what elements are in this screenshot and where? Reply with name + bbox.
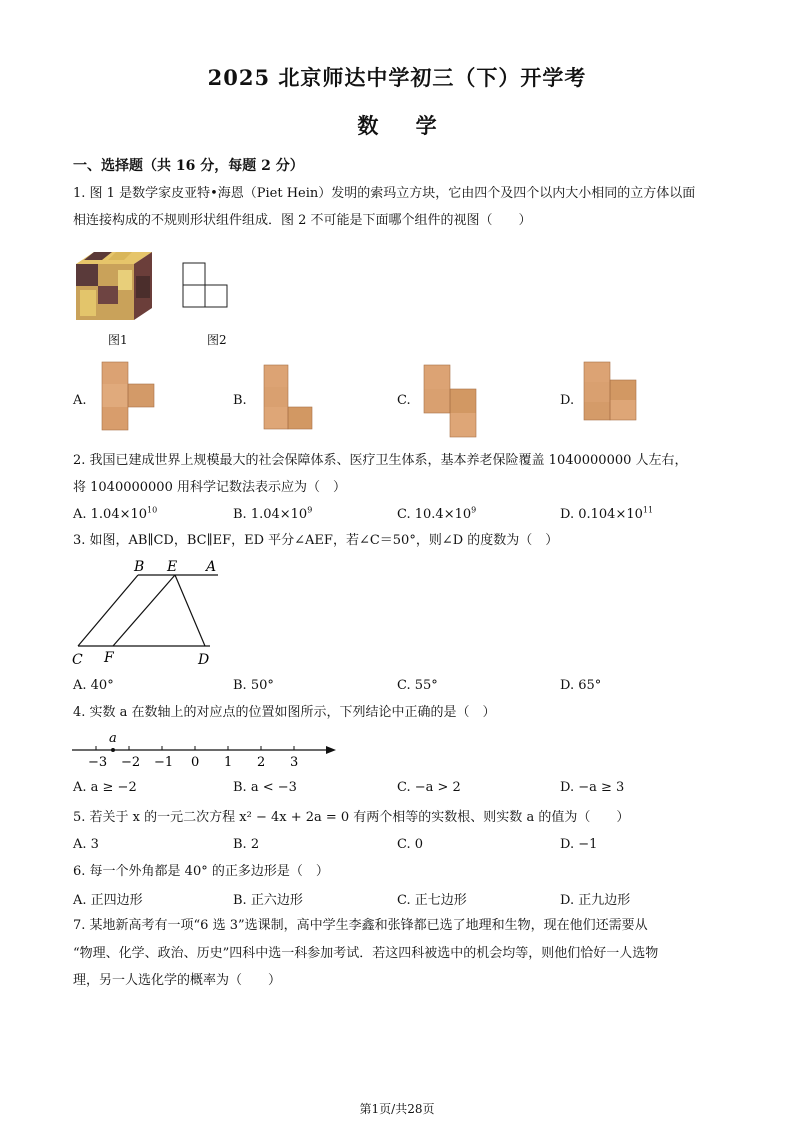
- view-figure: [182, 262, 230, 310]
- q1-option-b-image: [262, 363, 314, 433]
- q5-option-d[interactable]: D. −1: [560, 837, 598, 852]
- q3-option-c[interactable]: C. 55°: [397, 678, 438, 693]
- point-label-b: B: [134, 559, 145, 575]
- tick-label: −1: [154, 755, 174, 770]
- point-label-f: F: [104, 650, 114, 666]
- q2-option-c[interactable]: [397, 507, 476, 522]
- q3-option-b[interactable]: B. 50°: [233, 678, 274, 693]
- q5-option-a[interactable]: A. 3: [73, 837, 99, 852]
- subject-title: 数 学: [357, 113, 437, 138]
- q6-option-a[interactable]: A. 正四边形: [73, 893, 143, 908]
- soma-cube-figure: [72, 250, 152, 325]
- q2-option-a[interactable]: [73, 507, 157, 522]
- section-heading: 一、选择题（共 16 分，每题 2 分）: [73, 158, 304, 174]
- q4-option-d[interactable]: D. −a ≥ 3: [560, 780, 625, 795]
- q3-geometry-figure: [70, 556, 230, 668]
- question-1-line-2: 相连接构成的不规则形状组件组成．图 2 不可能是下面哪个组件的视图（ ）: [73, 213, 532, 228]
- q3-option-d[interactable]: D. 65°: [560, 678, 602, 693]
- q3-option-a[interactable]: A. 40°: [73, 678, 114, 693]
- q1-option-c-image: [422, 363, 478, 439]
- q6-option-c[interactable]: C. 正七边形: [397, 893, 467, 908]
- q1-option-d-image: [582, 360, 638, 422]
- tick-label: −2: [121, 755, 141, 770]
- q4-option-c[interactable]: C. −a > 2: [397, 780, 461, 795]
- question-3-text: 3. 如图，AB∥CD，BC∥EF，ED 平分∠AEF，若∠C＝50°，则∠D 的度数为（ ）: [73, 533, 559, 548]
- q2-option-c-base: C. 10.4×10: [397, 507, 472, 522]
- page-title: 2025 北京师达中学初三（下）开学考: [207, 65, 587, 90]
- q1-option-a-label[interactable]: A.: [73, 393, 87, 408]
- q2-option-b-base: B. 1.04×10: [233, 507, 308, 522]
- q5-option-b[interactable]: B. 2: [233, 837, 260, 852]
- question-2-line-1: 2. 我国已建成世界上规模最大的社会保障体系、医疗卫生体系，基本养老保险覆盖 1040000000 人左右，: [73, 453, 688, 468]
- question-2-line-2: 将 1040000000 用科学记数法表示应为（ ）: [73, 480, 346, 495]
- q2-option-d-exponent: 11: [642, 505, 654, 515]
- q1-option-a-image: [100, 360, 158, 432]
- point-a-label: a: [109, 731, 117, 746]
- q2-option-b-exponent: 9: [307, 505, 313, 515]
- question-7-line-3: 理，另一人选化学的概率为（ ）: [73, 973, 282, 988]
- q4-option-a[interactable]: A. a ≥ −2: [73, 780, 137, 795]
- figure-1-label: 图1: [108, 333, 128, 347]
- tick-label: −3: [88, 755, 108, 770]
- point-label-d: D: [198, 652, 210, 668]
- tick-label: 1: [224, 755, 233, 770]
- tick-label: 2: [257, 755, 266, 770]
- q1-option-c-label[interactable]: C.: [397, 393, 411, 408]
- q1-option-d-label[interactable]: D.: [560, 393, 575, 408]
- question-1-line-1: 1. 图 1 是数学家皮亚特•海恩（Piet Hein）发明的索玛立方块，它由四个及四个以内大小相同的立方体以面: [73, 186, 696, 201]
- q2-option-d-base: D. 0.104×10: [560, 507, 643, 522]
- q6-option-b[interactable]: B. 正六边形: [233, 893, 303, 908]
- point-label-e: E: [167, 559, 178, 575]
- q5-option-c[interactable]: C. 0: [397, 837, 424, 852]
- tick-label: 3: [290, 755, 299, 770]
- page-number: 第1页/共28页: [359, 1102, 435, 1116]
- tick-label: 0: [191, 755, 200, 770]
- q2-option-a-base: A. 1.04×10: [73, 507, 148, 522]
- point-label-a: A: [206, 559, 217, 575]
- q1-option-b-label[interactable]: B.: [233, 393, 247, 408]
- q2-option-d[interactable]: [560, 507, 653, 522]
- q2-option-c-exponent: 9: [471, 505, 477, 515]
- question-7-line-1: 7. 某地新高考有一项“6 选 3”选课制，高中学生李鑫和张锋都已选了地理和生物，现在他们还需要从: [73, 918, 648, 933]
- q2-option-a-exponent: 10: [147, 505, 158, 515]
- question-5-text: 5. 若关于 x 的一元二次方程 x² − 4x + 2a = 0 有两个相等的实数根、则实数 a 的值为（ ）: [73, 810, 630, 825]
- question-4-text: 4. 实数 a 在数轴上的对应点的位置如图所示，下列结论中正确的是（ ）: [73, 705, 496, 720]
- q6-option-d[interactable]: D. 正九边形: [560, 893, 631, 908]
- question-6-text: 6. 每一个外角都是 40° 的正多边形是（ ）: [73, 864, 329, 879]
- q2-option-b[interactable]: [233, 507, 312, 522]
- point-label-c: C: [72, 652, 83, 668]
- q4-number-line: [70, 728, 340, 770]
- question-7-line-2: “物理、化学、政治、历史”四科中选一科参加考试．若这四科被选中的机会均等，则他们恰好一人选物: [73, 946, 659, 961]
- figure-2-label: 图2: [207, 333, 227, 347]
- q4-option-b[interactable]: B. a < −3: [233, 780, 297, 795]
